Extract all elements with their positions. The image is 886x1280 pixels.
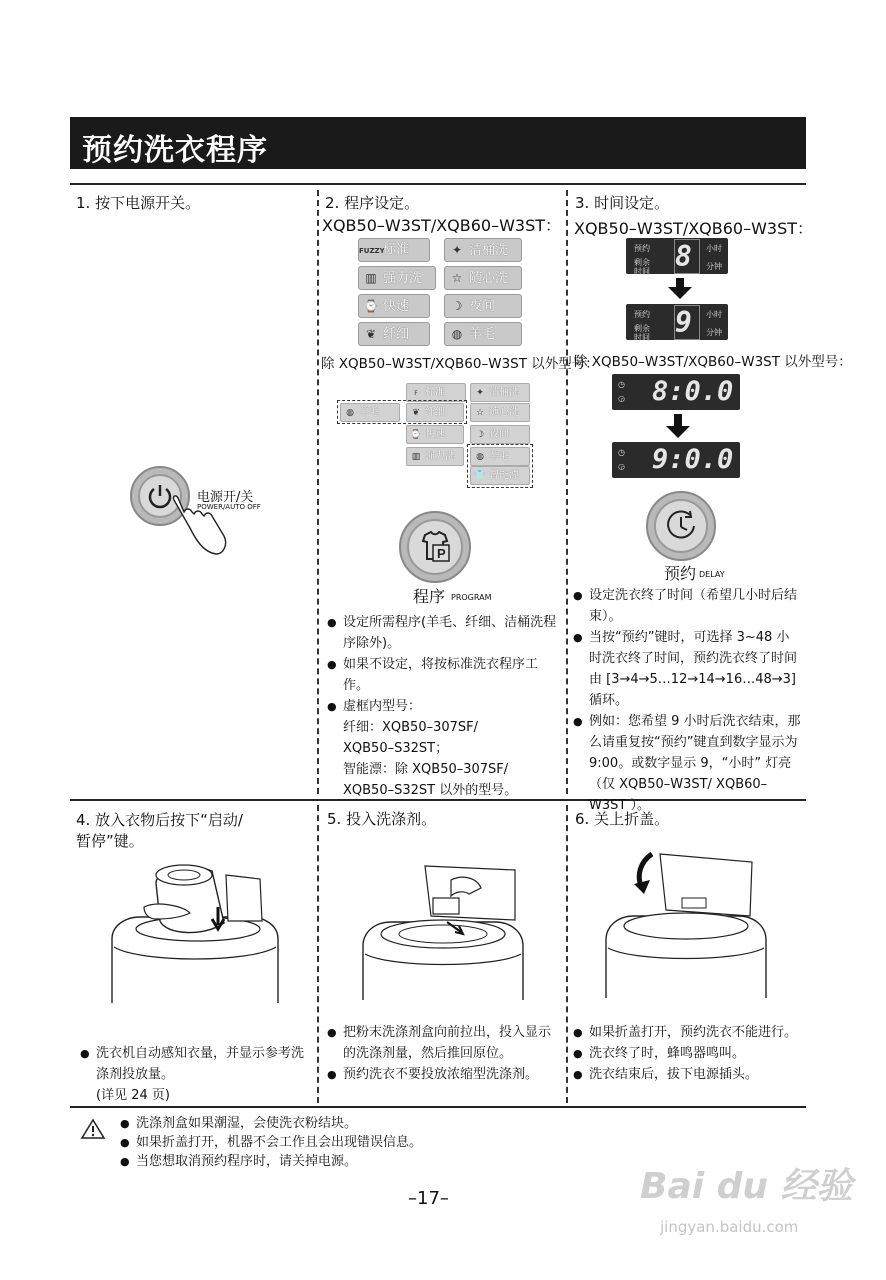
step3-other-models: 除 XQB50–W3ST/XQB60–W3ST 以外型号： xyxy=(574,354,852,370)
close-lid-illustration xyxy=(600,840,772,1000)
svg-text:P: P xyxy=(437,546,446,561)
heavy-icon: ▥ xyxy=(365,271,377,285)
step5-note: ● 预约洗衣不要投放浓缩型洗涤剂。 xyxy=(327,1064,561,1085)
delay-button[interactable] xyxy=(646,491,716,561)
wool-icon: ◍ xyxy=(346,408,354,418)
timer-icon: ◶ xyxy=(618,394,625,403)
tub-clean-icon: ✦ xyxy=(476,388,484,398)
power-label: 电源开/关 xyxy=(197,490,254,505)
step2-heading: 2. 程序设定。 xyxy=(325,194,420,212)
page-number: –17– xyxy=(408,1188,449,1209)
title-bar xyxy=(70,117,806,169)
step2-other-models: 除 XQB50–W3ST/XQB60–W3ST 以外型号： xyxy=(321,356,599,372)
step2-note: ● 设定所需程序(羊毛、纤细、洁桶洗程序除外)。 xyxy=(327,612,559,654)
program-b-tub-clean[interactable]: ✦ 洁桶洗 xyxy=(470,383,530,402)
step3-model: XQB50–W3ST/XQB60–W3ST： xyxy=(574,219,814,238)
leaf-icon: ❦ xyxy=(365,327,377,341)
program-b-wool[interactable]: ◍ 羊毛 xyxy=(340,403,400,422)
program-b-night[interactable]: ☽ 夜间 xyxy=(470,425,530,444)
delay-display-a1: 预约 剩余时间 8 小时 分钟 xyxy=(626,238,728,274)
program-button[interactable] xyxy=(399,511,471,583)
step5-heading: 5. 投入洗涤剂。 xyxy=(327,810,437,828)
clock-icon: ◷ xyxy=(618,448,625,457)
moon-icon: ☽ xyxy=(451,299,463,313)
program-label: 程序 xyxy=(413,587,446,606)
step4-notes xyxy=(80,1022,312,1127)
program-quick[interactable]: ⌚ 快速 xyxy=(358,294,430,318)
step3-heading: 3. 时间设定。 xyxy=(575,194,670,212)
program-custom[interactable]: ☆ 随心洗 xyxy=(444,266,522,290)
program-b-smart-rinse[interactable]: 👕 智能漂 xyxy=(470,466,530,485)
step3-note: ● 设定洗衣终了时间（希望几小时后结束）。 xyxy=(573,585,801,627)
wool-icon: ◍ xyxy=(451,327,463,341)
step2-model: XQB50–W3ST/XQB60–W3ST： xyxy=(322,216,562,235)
program-delicate[interactable]: ❦ 纤细 xyxy=(358,322,430,346)
column-divider xyxy=(317,190,319,794)
step6-notes xyxy=(573,1022,803,1085)
page-title: 预约洗衣程序 xyxy=(82,133,268,168)
clock-icon: ◷ xyxy=(618,380,625,389)
warning-note: ● 如果折盖打开，机器不会工作且会出现错误信息。 xyxy=(120,1133,580,1152)
warning-note: ● 当您想取消预约程序时，请关掉电源。 xyxy=(120,1152,580,1171)
shirt-icon: 👕 xyxy=(474,471,486,481)
program-b-custom[interactable]: ☆ 随心洗 xyxy=(470,403,530,422)
program-standard[interactable]: FUZZY标准 xyxy=(358,238,430,262)
shirt-p-icon xyxy=(409,521,461,573)
program-b-standard[interactable]: F 标准 xyxy=(406,383,466,402)
quick-icon: ⌚ xyxy=(410,430,422,440)
column-divider xyxy=(566,805,568,1103)
step2-note: ● 如果不设定，将按标准洗衣程序工作。 xyxy=(327,654,559,696)
program-b-delicate[interactable]: ❦ 纤细 xyxy=(406,403,464,422)
program-tub-clean[interactable]: ✦ 洁桶洗 xyxy=(444,238,522,262)
quick-icon: ⌚ xyxy=(363,299,379,313)
delay-label: 预约 xyxy=(664,564,697,583)
fuzzy-icon: FUZZY xyxy=(359,247,385,255)
program-wool[interactable]: ◍ 羊毛 xyxy=(444,322,522,346)
tub-clean-icon: ✦ xyxy=(451,243,463,257)
program-b-heavy[interactable]: ▥ 强力洗 xyxy=(406,447,464,466)
program-b-wool-2[interactable]: ◍ 羊毛 xyxy=(470,447,530,466)
step4-note: ● 洗衣机自动感知衣量，并显示参考洗涤剂投放量。 (详见 24 页) xyxy=(80,1043,312,1106)
program-night[interactable]: ☽ 夜间 xyxy=(444,294,522,318)
step6-heading: 6. 关上折盖。 xyxy=(575,810,670,828)
step3-note: ● 当按“预约”键时，可选择 3~48 小时洗衣终了时间，预约洗衣终了时间由 [3→4→5…12→14→16…48→3]循环。 xyxy=(573,627,801,711)
step1-heading: 1. 按下电源开关。 xyxy=(76,194,201,212)
detergent-illustration xyxy=(355,850,530,1002)
fuzzy-icon: F xyxy=(414,390,418,397)
program-sublabel: PROGRAM xyxy=(451,593,492,602)
warning-icon xyxy=(80,1118,106,1140)
delay-display-a2: 预约 剩余时间 9 小时 分钟 xyxy=(626,304,728,340)
star-icon: ☆ xyxy=(451,271,463,285)
step2-notes xyxy=(327,612,559,801)
column-divider xyxy=(317,805,319,1103)
delay-display-b1: ◷ ◶ 8:0.0 xyxy=(612,374,740,410)
washer-load-illustration xyxy=(100,855,290,1005)
wool-icon: ◍ xyxy=(476,452,484,462)
delay-display-b2: ◷ ◶ 9:0.0 xyxy=(612,442,740,478)
watermark-url: jingyan.baidu.com xyxy=(660,1218,799,1236)
warning-notes xyxy=(120,1114,580,1171)
column-divider xyxy=(566,190,568,794)
down-arrow-icon xyxy=(668,287,692,299)
clock-icon xyxy=(656,501,706,551)
power-sublabel: POWER/AUTO OFF xyxy=(197,503,261,511)
heavy-icon: ▥ xyxy=(411,452,421,462)
step3-note: ● 例如：您希望 9 小时后洗衣结束，那么请重复按“预约”键直到数字显示为 9:00。或数字显示 9，“小时” 灯亮（仅 XQB50–W3ST/ XQB60–W3ST ）。 xyxy=(573,711,801,816)
watermark-logo: Bai du 经验 xyxy=(640,1166,853,1207)
program-b-quick[interactable]: ⌚ 快速 xyxy=(406,425,464,444)
down-arrow-icon xyxy=(666,426,690,438)
leaf-icon: ❦ xyxy=(412,408,420,418)
timer-icon: ◶ xyxy=(618,462,625,471)
warning-note: ● 洗涤剂盒如果潮湿，会使洗衣粉结块。 xyxy=(120,1114,580,1133)
step2-note: ● 虚框内型号： 纤细：XQB50–307SF/ XQB50–S32ST； 智能漂：除 XQB50–307SF/ XQB50–S32ST 以外的型号。 xyxy=(327,696,559,801)
program-heavy[interactable]: ▥ 强力洗 xyxy=(358,266,436,290)
top-rule xyxy=(70,183,806,185)
step6-note: ● 如果折盖打开，预约洗衣不能进行。 xyxy=(573,1022,803,1043)
delay-sublabel: DELAY xyxy=(699,570,725,579)
step3-notes xyxy=(573,585,801,816)
star-icon: ☆ xyxy=(475,408,485,418)
step5-notes xyxy=(327,1022,561,1085)
moon-icon: ☽ xyxy=(475,430,485,440)
step6-note: ● 洗衣结束后，拔下电源插头。 xyxy=(573,1064,803,1085)
step4-heading: 4. 放入衣物后按下“启动/ 暂停”键。 xyxy=(76,811,243,850)
step6-note: ● 洗衣终了时，蜂鸣器鸣叫。 xyxy=(573,1043,803,1064)
step5-note: ● 把粉末洗涤剂盒向前拉出，投入显示的洗涤剂量，然后推回原位。 xyxy=(327,1022,561,1064)
